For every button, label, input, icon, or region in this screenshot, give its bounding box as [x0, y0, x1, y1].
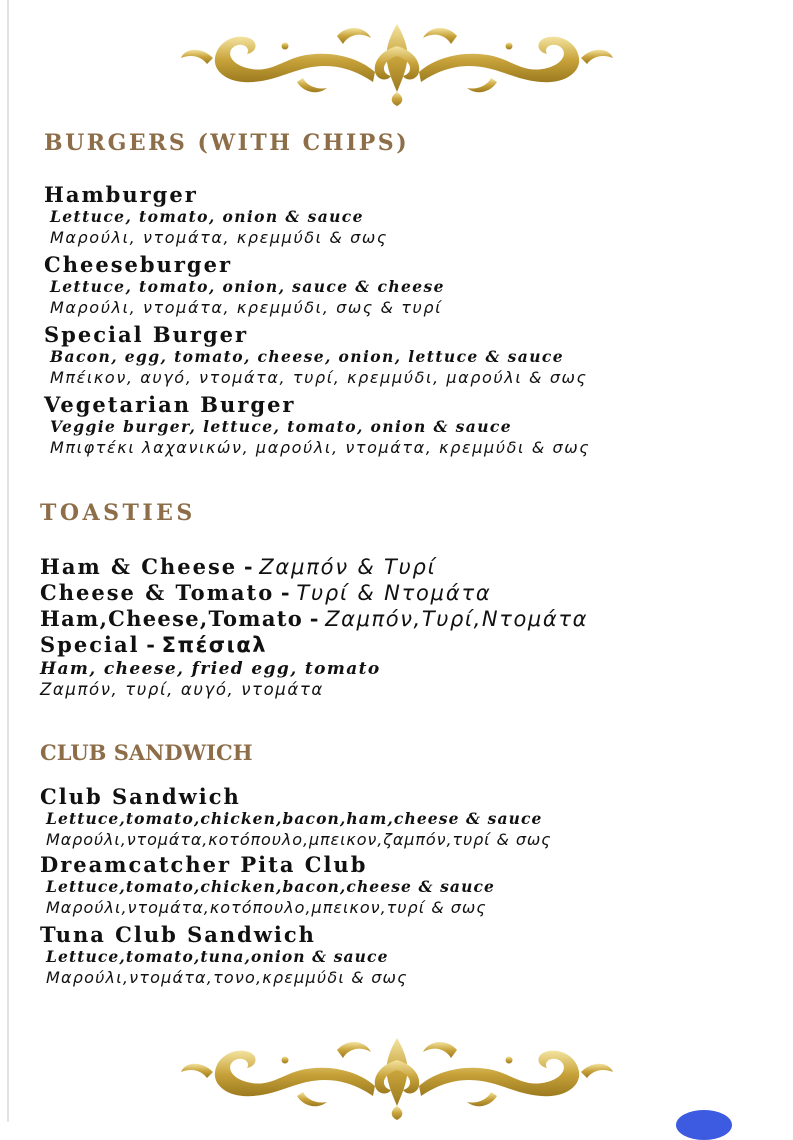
item-description-gr: Μαρούλι,ντομάτα,τονο,κρεμμύδι & σως — [46, 968, 408, 987]
item-name-gr: Ζαμπόν,Τυρί,Ντομάτα — [325, 607, 589, 631]
menu-item-club-sandwich — [40, 785, 551, 850]
item-name: Ham,Cheese,Tomato — [40, 606, 304, 631]
item-description-en: Bacon, egg, tomato, cheese, onion, lettuce & sauce — [50, 347, 565, 366]
item-name-gr: Ζαμπόν & Τυρί — [259, 555, 437, 579]
item-description-en: Lettuce, tomato, onion, sauce & cheese — [50, 277, 445, 296]
menu-item-hamburger — [44, 183, 388, 248]
menu-item-cheese-tomato — [40, 580, 492, 606]
item-description-en: Veggie burger, lettuce, tomato, onion & sauce — [50, 417, 512, 436]
bottom-ornament-icon — [176, 1030, 618, 1122]
item-description-en: Lettuce, tomato, onion & sauce — [50, 207, 364, 226]
separator: - — [280, 580, 290, 605]
item-name-gr: Τυρί & Ντομάτα — [296, 581, 492, 605]
menu-item-special-burger — [44, 323, 588, 388]
separator: - — [243, 554, 253, 579]
item-description-gr: Μαρούλι,ντομάτα,κοτόπουλο,μπεικον,τυρί & σως — [46, 898, 487, 917]
section-title-toasties: TOASTIES — [40, 500, 196, 526]
item-name: Special Burger — [44, 322, 249, 347]
menu-item-vegetarian-burger — [44, 393, 590, 458]
item-description-en: Ham, cheese, fried egg, tomato — [40, 659, 381, 679]
item-name: Tuna Club Sandwich — [40, 922, 316, 947]
item-description-en: Lettuce,tomato,tuna,onion & sauce — [46, 947, 389, 966]
menu-item-dreamcatcher-pita-club — [40, 853, 495, 918]
item-description-en: Lettuce,tomato,chicken,bacon,cheese & sauce — [46, 877, 495, 896]
item-name: Cheese & Tomato — [40, 580, 275, 605]
item-description-gr: Μπέικον, αυγό, ντομάτα, τυρί, κρεμμύδι, μαρούλι & σως — [50, 368, 588, 387]
menu-item-ham-cheese-tomato — [40, 606, 588, 632]
separator: - — [146, 632, 155, 657]
partial-blue-shape — [676, 1110, 732, 1140]
menu-item-tuna-club-sandwich — [40, 923, 408, 988]
section-title-burgers: BURGERS (WITH CHIPS) — [44, 130, 410, 156]
item-description-gr: Μαρούλι, ντομάτα, κρεμμύδι, σως & τυρί — [50, 298, 443, 317]
item-name: Club Sandwich — [40, 784, 241, 809]
item-description-gr: Μαρούλι, ντομάτα, κρεμμύδι & σως — [50, 228, 388, 247]
item-description-gr: Μπιφτέκι λαχανικών, μαρούλι, ντομάτα, κρεμμύδι & σως — [50, 438, 591, 457]
item-name: Hamburger — [44, 182, 198, 207]
separator: - — [309, 606, 319, 631]
item-description-en: Lettuce,tomato,chicken,bacon,ham,cheese & sauce — [46, 809, 543, 828]
item-name: Cheeseburger — [44, 252, 233, 277]
item-name: Ham & Cheese — [40, 554, 238, 579]
page-edge-line — [7, 0, 9, 1122]
top-ornament-icon — [176, 16, 618, 108]
item-description-gr: Μαρούλι,ντομάτα,κοτόπουλο,μπεικον,ζαμπόν,τυρί & σως — [46, 830, 552, 849]
item-name: Dreamcatcher Pita Club — [40, 852, 368, 877]
menu-item-ham-cheese — [40, 554, 437, 580]
item-name: Vegetarian Burger — [44, 392, 296, 417]
menu-item-cheeseburger — [44, 253, 445, 318]
item-name-gr: Σπέσιαλ — [161, 633, 268, 657]
item-name: Special — [40, 632, 140, 657]
item-description-gr: Ζαμπόν, τυρί, αυγό, ντομάτα — [40, 680, 324, 699]
menu-item-special-toastie — [40, 632, 267, 658]
section-title-club-sandwich: CLUB SANDWICH — [40, 740, 253, 765]
